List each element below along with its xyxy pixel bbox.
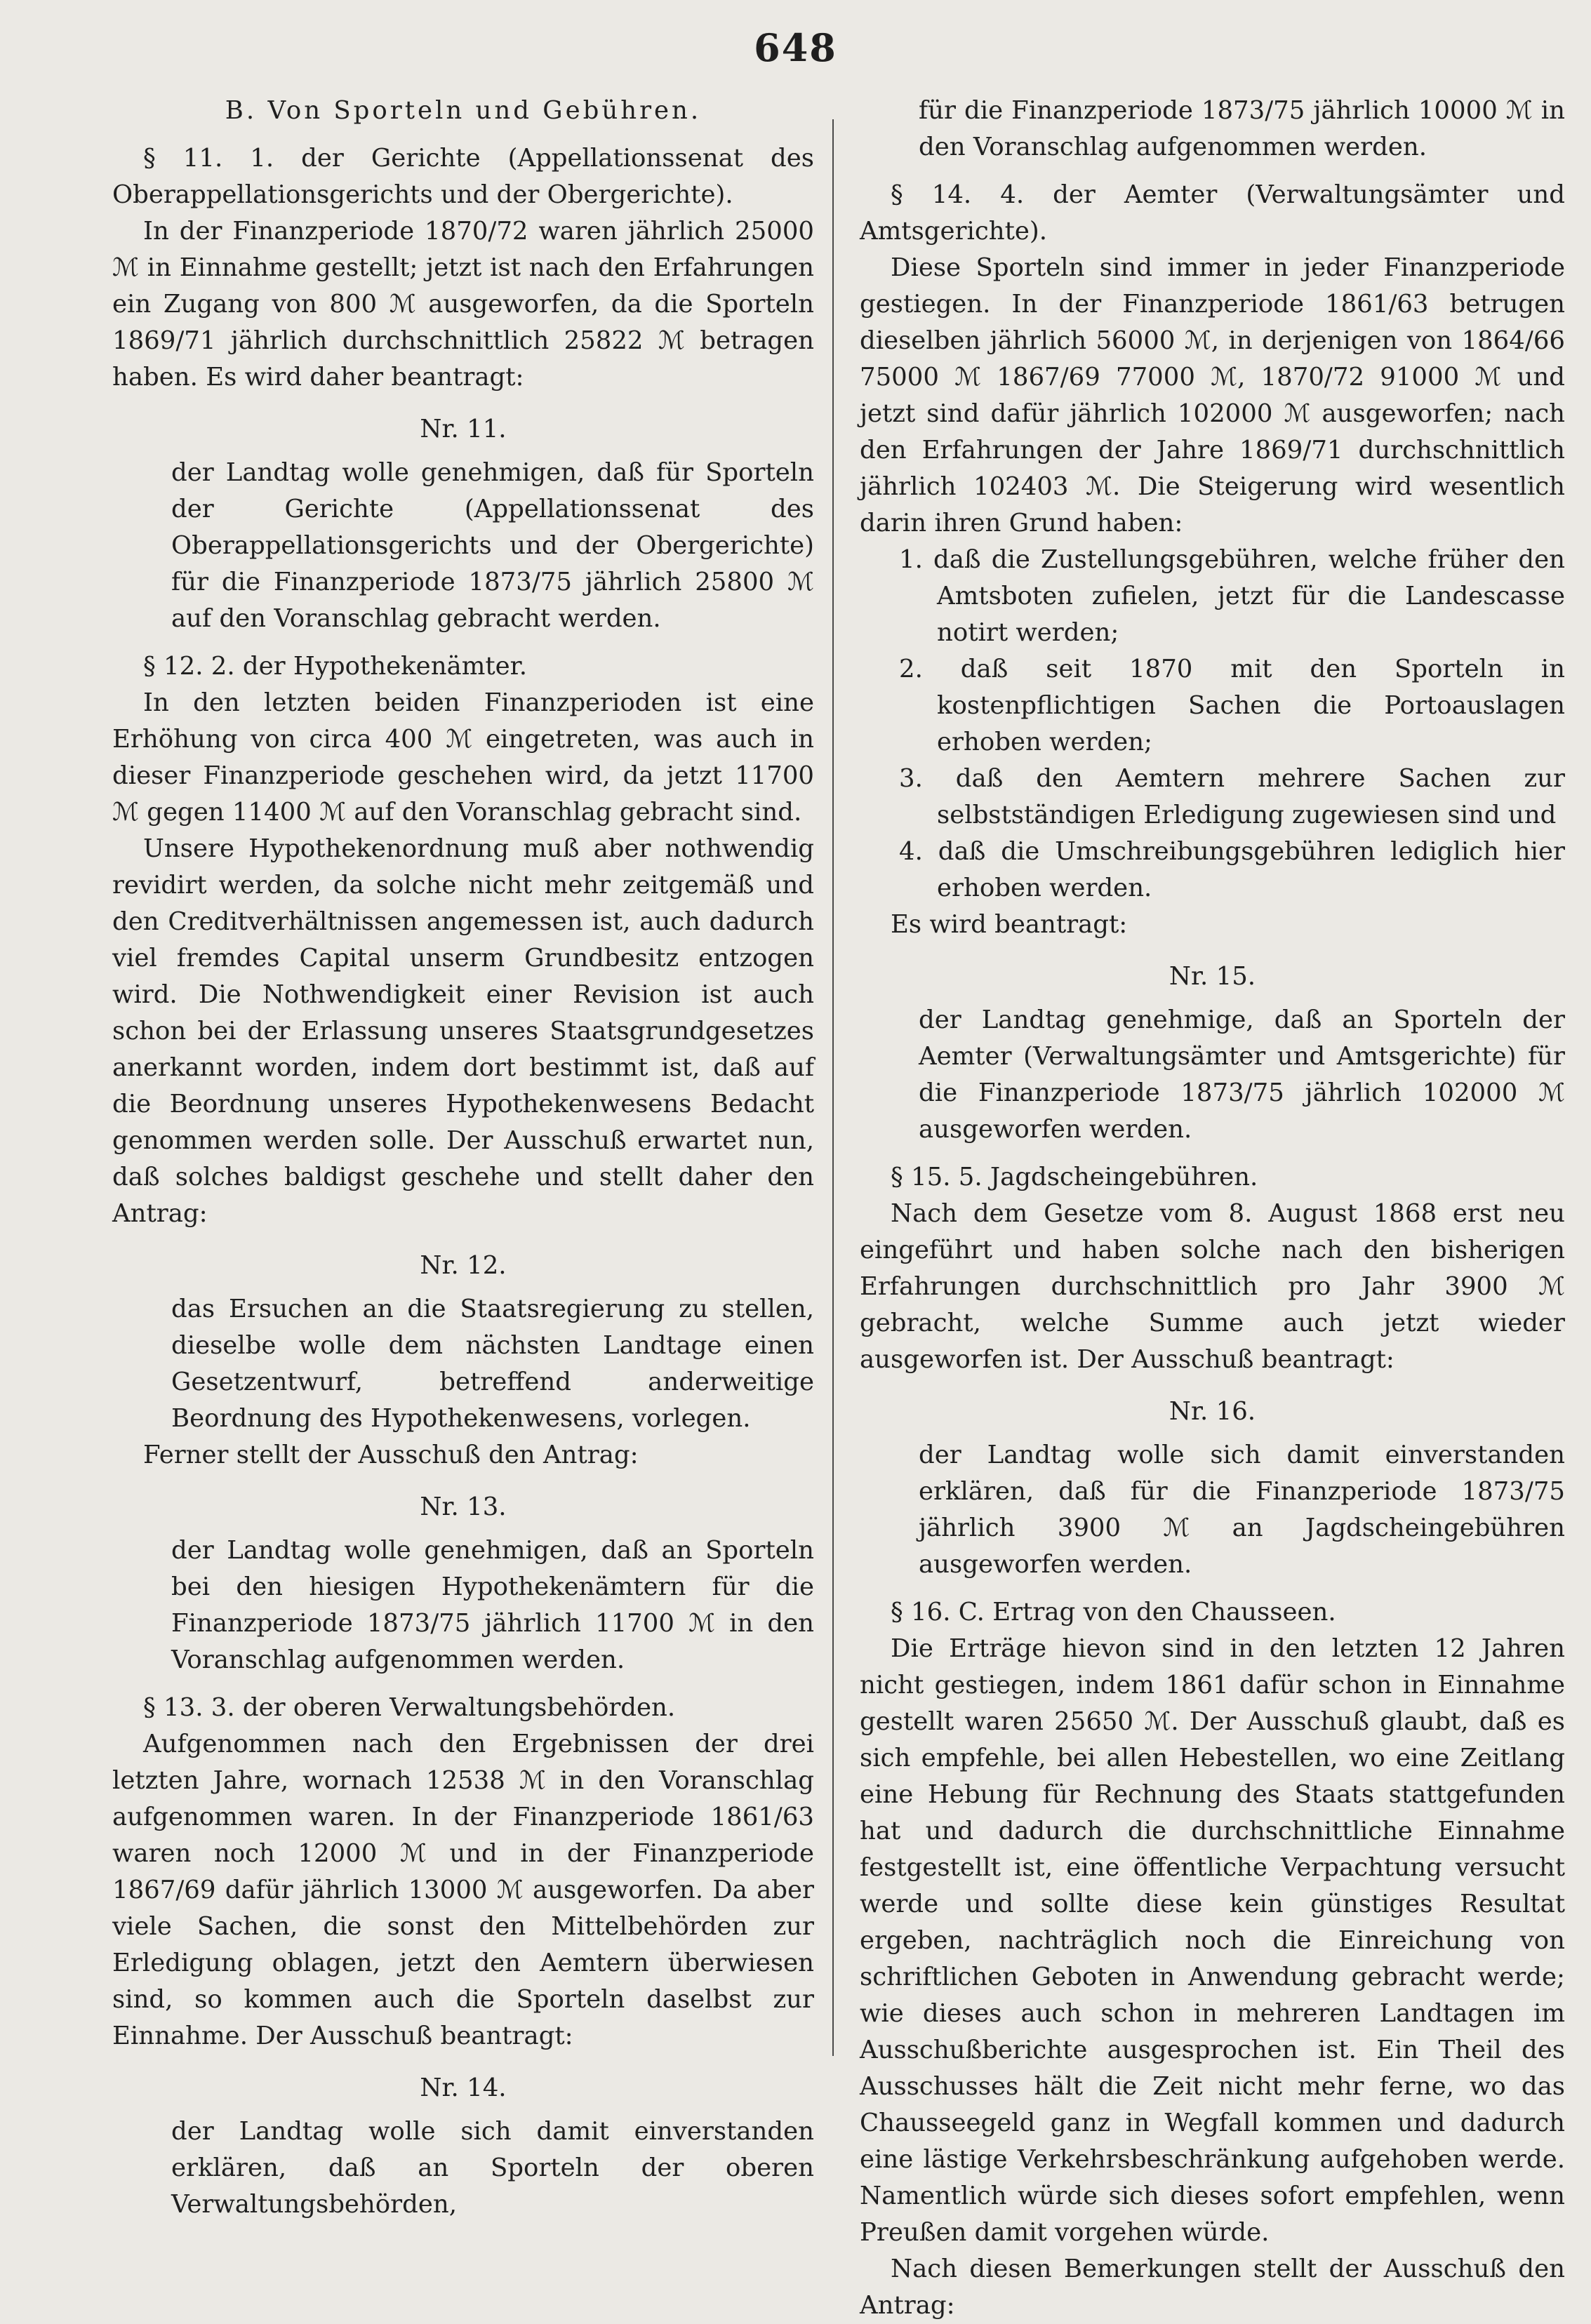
paragraph: In den letzten beiden Finanzperioden ist eine Erhöhung von circa 400 ℳ eingetreten, was auch in dieser Finanzperiode geschehen wird, da jetzt 11700 ℳ gegen 11400 ℳ auf den Voranschlag gebracht sind. xyxy=(112,688,814,827)
paragraph: Unsere Hypothekenordnung muß aber nothwendig revidirt werden, da solche nicht mehr zeitgemäß und den Creditverhältnissen angemessen ist, auch dadurch viel fremdes Capital unserm Grundbesitz entzogen wird. Die Nothwendigkeit einer Revision ist auch schon bei der Erlassung unseres Staatsgrundgesetzes anerkannt worden, indem dort bestimmt ist, daß auf die Beordnung unseres Hypothekenwesens Bedacht genommen werden solle. Der Ausschuß erwartet nun, daß solches baldigst geschehe und stellt daher den Antrag: xyxy=(112,834,814,1228)
motion-text: der Landtag wolle sich damit einverstanden erklären, daß für die Finanzperiode 1873/75 jährlich 3900 ℳ an Jagdscheingebühren ausgeworfen werden. xyxy=(919,1441,1565,1579)
motion-text: der Landtag genehmige, daß an Sporteln der Aemter (Verwaltungsämter und Amtsgerichte) für die Finanzperiode 1873/75 jährlich 102000 ℳ ausgeworfen werden. xyxy=(919,1006,1565,1144)
paragraph: Die Erträge hievon sind in den letzten 12 Jahren nicht gestiegen, indem 1861 dafür schon in Einnahme gestellt waren 25650 ℳ. Der Ausschuß glaubt, daß es sich empfehle, bei allen Hebestellen, wo eine Zeitlang eine Hebung für Rechnung des Staats stattgefunden hat und dadurch die durchschnittliche Einnahme festgestellt ist, eine öffentliche Verpachtung versucht werde und sollte diese kein günstiges Resultat ergeben, nachträglich noch die Einreichung von schriftlichen Geboten in Anwendung gebracht werde; wie dieses auch schon in mehreren Landtagen im Ausschußberichte ausgesprochen ist. Ein Theil des Ausschusses hält die Zeit nicht mehr ferne, wo das Chausseegeld ganz in Wegfall kommen und dadurch eine lästige Verkehrsbeschränkung aufgehoben werde. Namentlich würde sich dieses sofort empfehlen, wenn Preußen damit vorgehen würde. xyxy=(860,1634,1565,2247)
paragraph: Ferner stellt der Ausschuß den Antrag: xyxy=(143,1441,639,1469)
list-item: 3. daß den Aemtern mehrere Sachen zur selbstständigen Erledigung zugewiesen sind und xyxy=(899,764,1565,829)
paragraph: Es wird beantragt: xyxy=(891,910,1128,939)
motion-number: Nr. 15. xyxy=(1169,962,1256,991)
section-heading: § 14. 4. der Aemter (Verwaltungsämter und Amtsgerichte). xyxy=(860,180,1565,246)
paragraph: Diese Sporteln sind immer in jeder Finanzperiode gestiegen. In der Finanzperiode 1861/63 betrugen dieselben jährlich 56000 ℳ, in derjenigen von 1864/66 75000 ℳ 1867/69 77000 ℳ, 1870/72 91000 ℳ und jetzt sind dafür jährlich 102000 ℳ ausgeworfen; nach den Erfahrungen der Jahre 1869/71 durchschnittlich jährlich 102403 ℳ. Die Steigerung wird wesentlich darin ihren Grund haben: xyxy=(860,253,1565,537)
motion-number: Nr. 14. xyxy=(420,2073,507,2102)
paragraph: Nach dem Gesetze vom 8. August 1868 erst neu eingeführt und haben solche nach den bisherigen Erfahrungen durchschnittlich pro Jahr 3900 ℳ gebracht, welche Summe auch jetzt wieder ausgeworfen ist. Der Ausschuß beantragt: xyxy=(860,1199,1565,1374)
section-heading: § 16. C. Ertrag von den Chausseen. xyxy=(891,1598,1336,1627)
paragraph: Aufgenommen nach den Ergebnissen der drei letzten Jahre, wornach 12538 ℳ in den Voranschlag aufgenommen waren. In der Finanzperiode 1861/63 waren noch 12000 ℳ und in der Finanzperiode 1867/69 dafür jährlich 13000 ℳ ausgeworfen. Da aber viele Sachen, die sonst den Mittelbehörden zur Erledigung oblagen, jetzt den Aemtern überwiesen sind, so kommen auch die Sporteln daselbst zur Einnahme. Der Ausschuß beantragt: xyxy=(112,1730,814,2050)
section-heading: § 13. 3. der oberen Verwaltungsbehörden. xyxy=(143,1693,676,1722)
list-item: 2. daß seit 1870 mit den Sporteln in kostenpflichtigen Sachen die Portoauslagen erhoben werden; xyxy=(899,655,1565,756)
motion-text: der Landtag wolle sich damit einverstanden erklären, daß an Sporteln der oberen Verwaltungsbehörden, xyxy=(171,2117,814,2219)
section-title: B. Von Sporteln und Gebühren. xyxy=(225,96,702,125)
motion-text: das Ersuchen an die Staatsregierung zu stellen, dieselbe wolle dem nächsten Landtage einen Gesetzentwurf, betreffend anderweitige Beordnung des Hypothekenwesens, vorlegen. xyxy=(171,1295,814,1433)
paragraph: Nach diesen Bemerkungen stellt der Ausschuß den Antrag: xyxy=(860,2255,1565,2320)
section-heading: § 11. 1. der Gerichte (Appellationssenat des Oberappellationsgerichts und der Obergerichte). xyxy=(112,144,814,209)
motion-text: der Landtag wolle genehmigen, daß für Sporteln der Gerichte (Appellationssenat des Oberappellationsgerichts und der Obergerichte) für die Finanzperiode 1873/75 jährlich 25800 ℳ auf den Voranschlag gebracht werden. xyxy=(171,458,814,633)
section-heading: § 15. 5. Jagdscheingebühren. xyxy=(891,1163,1258,1191)
right-column xyxy=(860,93,1565,2324)
left-column xyxy=(112,93,814,2223)
motion-number: Nr. 12. xyxy=(420,1251,507,1280)
section-heading: § 12. 2. der Hypothekenämter. xyxy=(143,652,528,681)
paragraph: In der Finanzperiode 1870/72 waren jährlich 25000 ℳ in Einnahme gestellt; jetzt ist nach den Erfahrungen ein Zugang von 800 ℳ ausgeworfen, da die Sporteln 1869/71 jährlich durchschnittlich 25822 ℳ betragen haben. Es wird daher beantragt: xyxy=(112,217,814,392)
column-divider xyxy=(832,119,834,2056)
motion-text: für die Finanzperiode 1873/75 jährlich 10000 ℳ in den Voranschlag aufgenommen werden. xyxy=(919,96,1565,161)
list-item: 4. daß die Umschreibungsgebühren lediglich hier erhoben werden. xyxy=(899,837,1565,902)
motion-text: der Landtag wolle genehmigen, daß an Sporteln bei den hiesigen Hypothekenämtern für die Finanzperiode 1873/75 jährlich 11700 ℳ in den Voranschlag aufgenommen werden. xyxy=(171,1536,814,1674)
page-number: 648 xyxy=(754,25,837,70)
motion-number: Nr. 16. xyxy=(1169,1397,1256,1426)
motion-number: Nr. 11. xyxy=(420,415,507,443)
list-item: 1. daß die Zustellungsgebühren, welche früher den Amtsboten zufielen, jetzt für die Landescasse notirt werden; xyxy=(899,545,1565,647)
motion-number: Nr. 13. xyxy=(420,1492,507,1521)
